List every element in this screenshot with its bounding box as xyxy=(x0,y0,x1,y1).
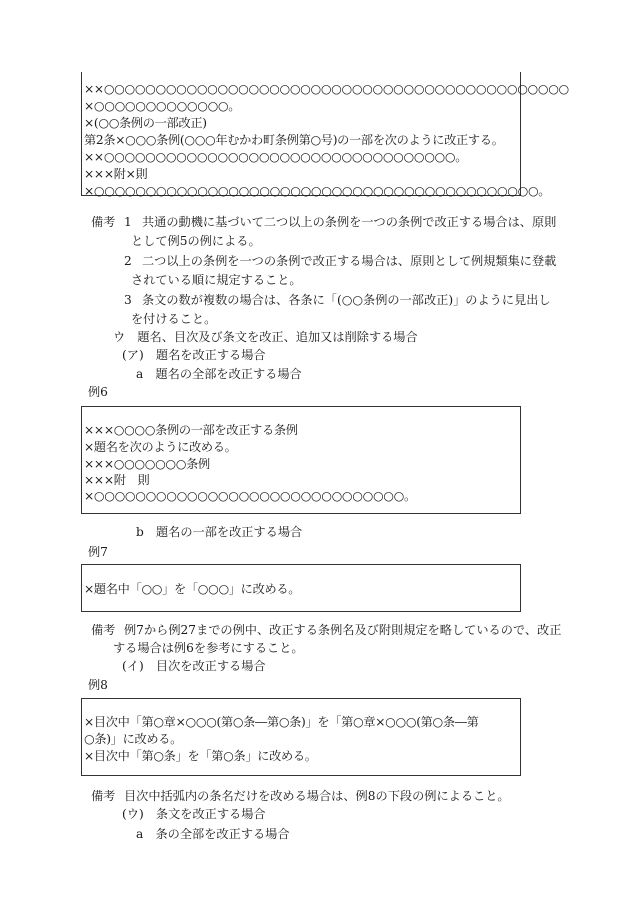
remark2-line-1: 例7から例27までの例中、改正する条例名及び附則規定を略しているので、改正 xyxy=(124,623,562,637)
remark3-label: 備考 xyxy=(91,789,116,803)
box8-line-2: ○条)」に改める。 xyxy=(84,732,183,746)
remark2-label: 備考 xyxy=(91,623,116,637)
box6-line-3: ×××○○○○○○○条例 xyxy=(84,457,210,471)
box8-line-3: ×目次中「第○条」を「第○条」に改める。 xyxy=(84,749,317,763)
remark-1-line-1: 共通の動機に基づいて二つ以上の条例を一つの条例で改正する場合は、原則 xyxy=(142,215,557,229)
box6-line-4: ×××附 則 xyxy=(84,473,150,487)
box5-line-6: ×××附×則 xyxy=(84,167,148,181)
box5-line-4: 第2条×○○○条例(○○○年むかわ町条例第○号)の一部を次のように改正する。 xyxy=(84,133,504,147)
box5-line-3: ×(○○条例の一部改正) xyxy=(84,116,207,130)
remark-2-line-1: 二つ以上の条例を一つの条例で改正する場合は、原則として例規類集に登載 xyxy=(142,254,557,268)
remark-1-line-2: として例5の例による。 xyxy=(131,234,261,248)
box5-line-2: ×○○○○○○○○○○○○○。 xyxy=(84,99,241,113)
remark-3-line-2: を付けること。 xyxy=(131,312,217,326)
heading-a-small-2: a 条の全部を改正する場合 xyxy=(136,827,290,841)
remark-3-num: 3 xyxy=(124,293,132,307)
heading-b-small: b 題名の一部を改正する場合 xyxy=(136,525,303,539)
heading-u-paren: (ウ) 条文を改正する場合 xyxy=(122,807,266,821)
box5-line-7: ×○○○○○○○○○○○○○○○○○○○○○○○○○○○○○○○○○○○○○○○○○○○。 xyxy=(84,184,551,198)
example-7-label: 例7 xyxy=(88,545,108,559)
remark3-line-1: 目次中括弧内の条名だけを改める場合は、例8の下段の例によること。 xyxy=(124,789,510,803)
box5-line-5: ××○○○○○○○○○○○○○○○○○○○○○○○○○○○○○○○○○○。 xyxy=(84,150,468,164)
example-8-label: 例8 xyxy=(88,678,108,692)
example-6-label: 例6 xyxy=(88,385,108,399)
box7-line-1: ×題名中「○○」を「○○○」に改める。 xyxy=(84,582,301,596)
heading-a-paren: (ア) 題名を改正する場合 xyxy=(122,348,266,362)
box6-line-1: ×××○○○○条例の一部を改正する条例 xyxy=(84,423,298,437)
remark-label: 備考 xyxy=(91,215,116,229)
heading-a-small: a 題名の全部を改正する場合 xyxy=(136,367,302,381)
heading-i-paren: (イ) 目次を改正する場合 xyxy=(122,659,266,673)
remark-2-num: 2 xyxy=(124,254,132,268)
heading-u: ウ 題名、目次及び条文を改正、追加又は削除する場合 xyxy=(113,330,418,344)
box6-line-5: ×○○○○○○○○○○○○○○○○○○○○○○○○○○○○○○。 xyxy=(84,489,416,503)
box8-line-1: ×目次中「第○章×○○○(第○条―第○条)」を「第○章×○○○(第○条―第 xyxy=(84,715,479,729)
remark-1-num: 1 xyxy=(124,215,132,229)
remark-3-line-1: 条文の数が複数の場合は、各条に「(○○条例の一部改正)」のように見出し xyxy=(142,293,551,307)
remark-2-line-2: されている順に規定すること。 xyxy=(131,273,302,287)
box5-line-1: ××○○○○○○○○○○○○○○○○○○○○○○○○○○○○○○○○○○○○○○○○○○○○○ xyxy=(84,82,569,96)
box6-line-2: ×題名を次のように改める。 xyxy=(84,440,237,454)
remark2-line-2: する場合は例6を参考にすること。 xyxy=(113,641,304,655)
